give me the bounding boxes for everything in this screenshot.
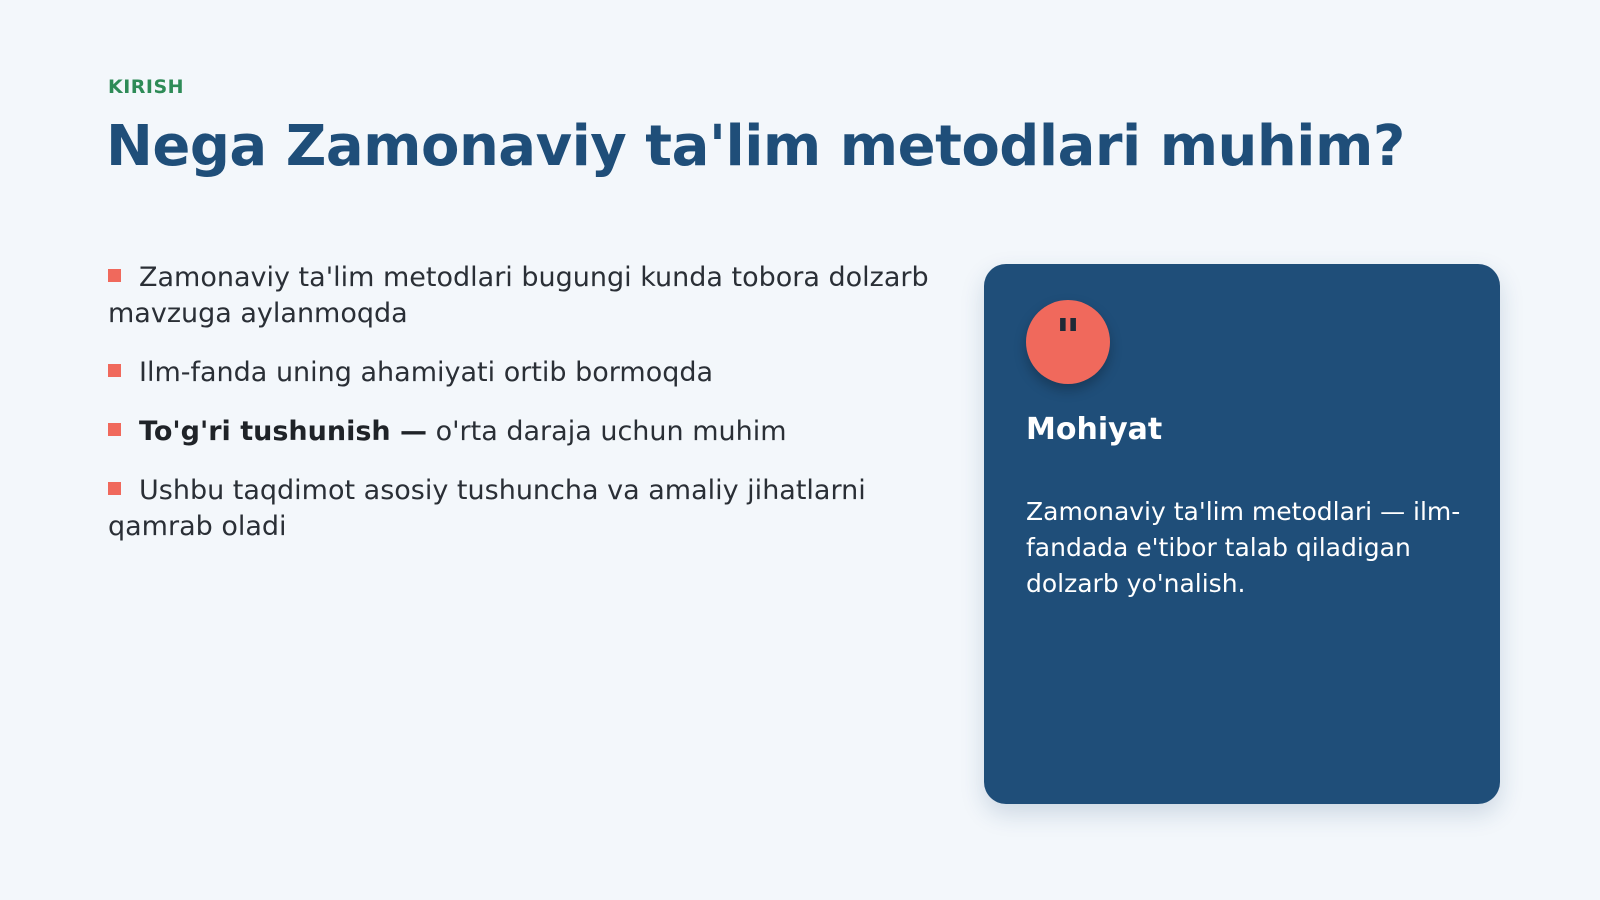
- bullet-item: [108, 355, 948, 391]
- square-bullet-icon: [108, 423, 121, 436]
- bullet-text: Ilm-fanda uning ahamiyati ortib bormoqda: [139, 357, 714, 388]
- bullet-item: [108, 260, 948, 332]
- bullet-item: [108, 414, 948, 450]
- card-text: Zamonaviy ta'lim metodlari — ilm-fandada e'tibor talab qiladigan dolzarb yo'nalish.: [1026, 497, 1461, 598]
- quote-icon: ": [1026, 300, 1110, 384]
- bullet-text: Zamonaviy ta'lim metodlari bugungi kunda tobora dolzarb mavzuga aylanmoqda: [108, 262, 929, 329]
- bullet-item: [108, 473, 948, 545]
- section-label: KIRISH: [108, 76, 185, 98]
- slide-title: Nega Zamonaviy ta'lim metodlari muhim?: [106, 114, 1405, 179]
- bullet-bold-text: To'g'ri tushunish —: [139, 416, 428, 447]
- essence-card: [984, 264, 1500, 804]
- bullet-text: o'rta daraja uchun muhim: [427, 416, 787, 447]
- square-bullet-icon: [108, 482, 121, 495]
- bullet-list: [108, 260, 948, 568]
- square-bullet-icon: [108, 364, 121, 377]
- card-title: Mohiyat: [1026, 412, 1163, 447]
- square-bullet-icon: [108, 269, 121, 282]
- bullet-text: Ushbu taqdimot asosiy tushuncha va amaliy jihatlarni qamrab oladi: [108, 475, 866, 542]
